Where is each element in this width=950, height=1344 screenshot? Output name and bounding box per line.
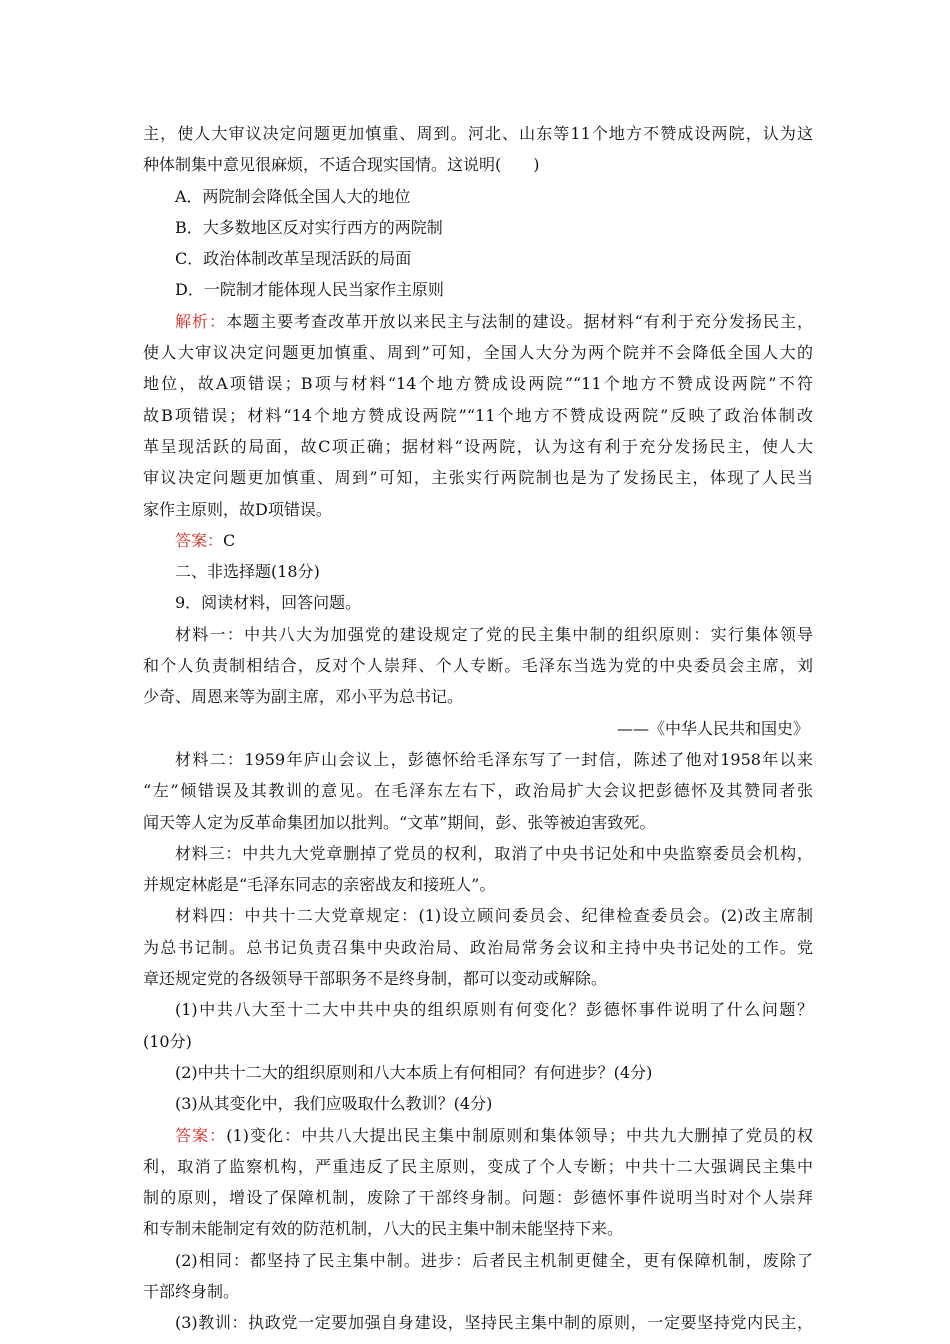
q8-analysis-line: 家作主原则，故D项错误。 [143, 499, 332, 519]
answer1-first-line [143, 1120, 813, 1151]
material4-line: 材料四：中共十二大党章规定：(1)设立顾问委员会、纪律检查委员会。(2)改主席制 [175, 906, 813, 926]
material2-line: 材料二：1959年庐山会议上，彭德怀给毛泽东写了一封信，陈述了他对1958年以来 [175, 749, 813, 769]
material2-line: 闻天等人定为反革命集团加以批判。“文革”期间，彭、张等被迫害致死。 [143, 812, 656, 832]
document-body [143, 118, 813, 1339]
q8-option-a: A．两院制会降低全国人大的地位 [175, 186, 411, 206]
question3: (3)从其变化中，我们应吸取什么教训？(4分) [175, 1094, 493, 1114]
q8-answer-line [143, 525, 813, 556]
material3-line: 并规定林彪是“毛泽东同志的亲密战友和接班人”。 [143, 875, 496, 895]
answer1-text: (1)变化：中共八大提出民主集中制原则和集体领导；中共九大删掉了党员的权 [226, 1125, 813, 1145]
q8-option-b: B．大多数地区反对实行西方的两院制 [175, 217, 443, 237]
answer3-line: (3)教训：执政党一定要加强自身建设，坚持民主集中制的原则，一定要坚持党内民主， [175, 1313, 813, 1333]
material1-line: 和个人负责制相结合，反对个人崇拜、个人专断。毛泽东当选为党的中央委员会主席，刘 [143, 656, 813, 676]
analysis-label: 解析： [175, 311, 227, 331]
material3-line: 材料三：中共九大党章删掉了党员的权利，取消了中央书记处和中央监察委员会机构， [175, 843, 813, 863]
q8-analysis-line: 故B项错误；材料“14个地方赞成设两院”“11个地方不赞成设两院”反映了政治体制改 [143, 405, 813, 425]
material4-line: 为总书记制。总书记负责召集中央政治局、政治局常务会议和主持中央书记处的工作。党 [143, 937, 813, 957]
material1-source: ——《中华人民共和国史》 [616, 718, 809, 738]
question1-line: (1)中共八大至十二大中共中央的组织原则有何变化？彭德怀事件说明了什么问题？ [175, 1000, 813, 1020]
material2-line: “左”倾错误及其教训的意见。在毛泽东左右下，政治局扩大会议把彭德怀及其赞同者张 [143, 781, 813, 801]
q8-option-d: D．一院制才能体现人民当家作主原则 [175, 280, 444, 300]
answer2-line: 干部终身制。 [143, 1281, 240, 1301]
q8-analysis-first-line [143, 306, 813, 337]
q8-analysis-line: 审议决定问题更加慎重、周到”可知，主张实行两院制也是为了发扬民主，体现了人民当 [143, 468, 813, 488]
material4-line: 章还规定党的各级领导干部职务不是终身制，都可以变动或解除。 [143, 969, 608, 989]
answer1-line: 和专制未能制定有效的防范机制，八大的民主集中制未能坚持下来。 [143, 1219, 624, 1239]
answer-value: C [223, 530, 236, 550]
q9-prompt: 9．阅读材料，回答问题。 [175, 593, 362, 613]
answer2-line: (2)相同：都坚持了民主集中制。进步：后者民主机制更健全，更有保障机制，废除了 [175, 1250, 813, 1270]
section-title: 二、非选择题(18分) [175, 562, 320, 582]
answer-label: 答案： [175, 1125, 227, 1145]
question1-line: (10分) [143, 1031, 192, 1051]
q8-analysis-line: 使人大审议决定问题更加慎重、周到”可知，全国人大分为两个院并不会降低全国人大的 [143, 343, 813, 363]
q8-stem-line: 种体制集中意见很麻烦，不适合现实国情。这说明( ) [143, 155, 540, 175]
analysis-text: 本题主要考查改革开放以来民主与法制的建设。据材料“有利于充分发扬民主， [226, 311, 813, 331]
answer1-line: 利，取消了监察机构，严重违反了民主原则，变成了个人专断；中共十二大强调民主集中 [143, 1156, 813, 1176]
question2: (2)中共十二大的组织原则和八大本质上有何相同？有何进步？(4分) [175, 1062, 653, 1082]
material1-line: 材料一：中共八大为加强党的建设规定了党的民主集中制的组织原则：实行集体领导 [175, 624, 813, 644]
q8-option-c: C．政治体制改革呈现活跃的局面 [175, 249, 412, 269]
material1-line: 少奇、周恩来等为副主席，邓小平为总书记。 [143, 687, 464, 707]
answer-label: 答案： [175, 530, 224, 550]
q8-stem-line: 主，使人大审议决定问题更加慎重、周到。河北、山东等11个地方不赞成设两院，认为这 [143, 124, 813, 143]
q8-analysis-line: 地位，故A项错误；B项与材料“14个地方赞成设两院”“11个地方不赞成设两院”不符 [143, 374, 813, 394]
q8-analysis-line: 革呈现活跃的局面，故C项正确；据材料“设两院，认为这有利于充分发扬民主，使人大 [143, 436, 813, 456]
answer1-line: 制的原则，增设了保障机制，废除了干部终身制。问题：彭德怀事件说明当时对个人崇拜 [143, 1188, 813, 1208]
